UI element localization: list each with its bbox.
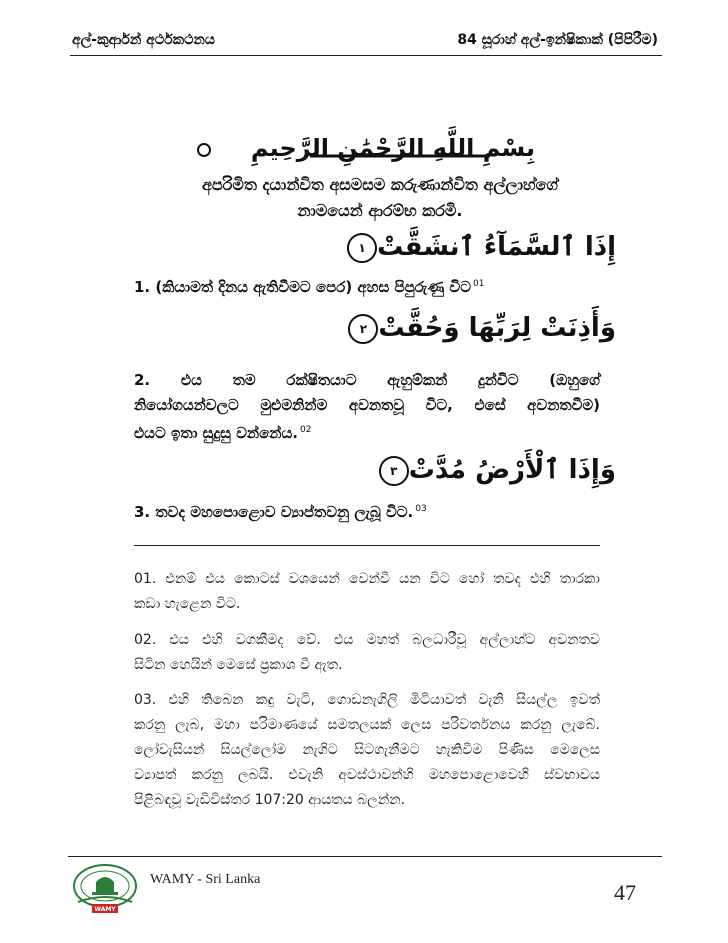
- wamy-logo-icon: [70, 862, 140, 916]
- logo-text: WAMY: [94, 906, 116, 913]
- footnote-line: ව්‍යාපත් කරනු ලබයි. එවැනි අවස්ථාවන්හි මහපොළොවෙහි ස්වභාවය: [134, 767, 600, 783]
- verse-2-translation: [134, 368, 600, 446]
- verse-3-arabic: [373, 455, 616, 486]
- verse-2-arabic: [342, 313, 616, 344]
- verse-3-arabic-text: وَإِذَا ٱلْأَرْضُ مُدَّتْ: [408, 455, 616, 485]
- verse-1-text: 1. (කියාමත් දිනය ඇතිවීමට පෙර) අහස පිපුරුණු විට: [134, 278, 471, 296]
- intro-line-2: නාමයෙන් ආරම්භ කරමි.: [297, 201, 463, 220]
- footnote-ref-02[interactable]: 02: [299, 425, 312, 435]
- footer-divider: [68, 856, 662, 857]
- ayah-number-marker: ٣: [379, 456, 409, 486]
- footnote-line: ලෝවැසියන් සියල්ලෝම නැගිට සිටගැනීමට හැකිවීම පිණිස මෙලෙස: [134, 742, 600, 758]
- footnote-line: 03. එහි තිබෙන කඳු වැටි, ගොඩනැගිලි මිටියාවත් වැනි සියල්ල ඉවත්: [134, 692, 600, 708]
- verse-1-arabic-text: إِذَا ٱلسَّمَآءُ ٱنشَقَّتْ: [377, 232, 616, 262]
- organization-name: WAMY - Sri Lanka: [150, 872, 261, 887]
- header-right-title: 84 සූරාහ් අල්-ඉන්ෂිකාක් (පිපිරීම): [457, 32, 658, 48]
- footnote-line: 02. එය එහි වගකීමද වේ. එය මහත් බලධාරීවූ අල්ලාහ්ට අවනතව: [134, 632, 600, 648]
- bismillah-text: بِسْمِ اللَّهِ الرَّحْمَٰنِ الرَّحِيمِ: [250, 134, 535, 162]
- header-divider: [70, 55, 662, 56]
- verse-2-line-3: [134, 418, 600, 446]
- ayah-number-marker: ١: [347, 233, 377, 263]
- verse-1-arabic: [341, 232, 616, 263]
- verse-2-line-1: 2. එය තම රක්ෂිතයාට ඇහුම්කන් දුන්විට (ඔහුගේ: [134, 371, 600, 389]
- footnote-line: සිටින හෙයින් මෙසේ ප්‍රකාශ වී ඇත.: [134, 657, 343, 673]
- header-left-title: අල්-කුර්ආන් අර්ථකථනය: [72, 32, 215, 48]
- footnote-line: කරනු ලැබ, මහා පරිමාණයේ සමතලයක් ලෙස පරිවර්තනය කරනු ලැබේ.: [134, 717, 600, 733]
- verse-3-translation: [134, 497, 600, 525]
- footnote-divider: [134, 545, 600, 546]
- footnote-03: [134, 688, 600, 813]
- verse-2-arabic-text: وَأَذِنَتْ لِرَبِّهَا وَحُقَّتْ: [378, 313, 616, 343]
- intro-line-1: අපරිමිත දයාන්විත අසමසම කරුණාන්විත අල්ලාහ්ගේ: [202, 175, 558, 194]
- verse-3-text: 3. තවද මහපොළොව ව්‍යාප්තවනු ලැබූ විට.: [134, 503, 414, 521]
- footnote-01: [134, 567, 600, 617]
- ayah-number-marker: ٢: [348, 314, 378, 344]
- footnote-02: [134, 628, 600, 678]
- verse-2-line-3-text: එයට ඉතා සුදුසු වන්නේය.: [134, 424, 298, 442]
- page-number: 47: [614, 880, 636, 905]
- footnote-line: 01. එනම් එය කොටස් වශයෙන් වෙන්වී යන විට හෝ තවද එහි තාරකා: [134, 571, 600, 587]
- bismillah-calligraphy: [190, 120, 550, 170]
- footnote-line: කඩා හැළෙන විට.: [134, 596, 241, 612]
- footnote-line: පිළිබඳවූ වැඩිවිස්තර 107:20 ආයතය බලන්න.: [134, 792, 406, 808]
- footnote-ref-01[interactable]: 01: [472, 279, 485, 289]
- verse-1-translation: [134, 272, 600, 300]
- verse-2-line-2: නියෝගයන්වලට මුළුමනින්ම අවනතවූ විට, එසේ අවනතවීම): [134, 396, 600, 414]
- footnote-ref-03[interactable]: 03: [415, 504, 427, 514]
